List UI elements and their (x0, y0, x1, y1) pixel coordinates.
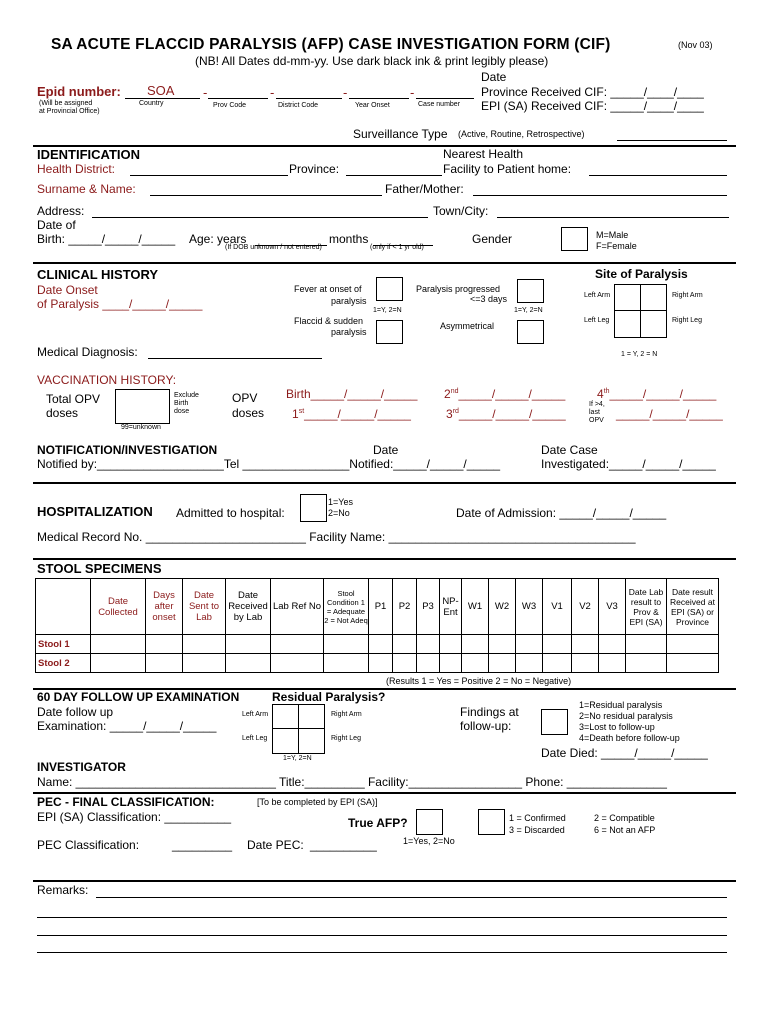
father-label: Father/Mother: (385, 182, 464, 196)
section-divider (33, 558, 736, 560)
date-case-label: Date Case (541, 443, 598, 457)
stool-cell[interactable] (226, 654, 271, 673)
stool-cell[interactable] (271, 654, 324, 673)
onset-paralysis-field[interactable]: of Paralysis ____/_____/_____ (37, 297, 203, 311)
findings-label-1: Findings at (460, 705, 519, 719)
exclude-2: Birth (174, 400, 189, 407)
section-divider (33, 880, 736, 882)
exclude-3: dose (174, 408, 190, 415)
pec-classification-field[interactable]: _________ (172, 838, 233, 852)
first-dose-field[interactable]: 1st_____/_____/_____ (292, 407, 411, 421)
epid-dash: - (203, 85, 208, 100)
total-opv-box[interactable] (115, 389, 170, 424)
facility-label: Facility to Patient home: (443, 162, 572, 176)
dob-note: (If DOB unknown / not entered) (225, 244, 322, 251)
remarks-label: Remarks: (37, 883, 89, 897)
investigator-heading: INVESTIGATOR (37, 760, 126, 774)
stool-header-cell: V2 (572, 579, 599, 635)
section-divider (33, 792, 736, 794)
epid-case-line[interactable] (416, 98, 474, 99)
unknown-note: 99=unknown (121, 424, 161, 431)
findings-opt-3: 3=Lost to follow-up (579, 722, 655, 732)
pec-opt-3: 3 = Discarded (509, 825, 565, 835)
father-line[interactable] (473, 195, 727, 196)
stool-cell[interactable] (393, 654, 417, 673)
stool-cell[interactable] (543, 635, 572, 654)
stool-header-cell: P2 (393, 579, 417, 635)
followup-left-leg: Left Leg (242, 735, 268, 742)
stool-cell[interactable] (324, 635, 369, 654)
asymmetrical-label: Asymmetrical (440, 321, 495, 331)
stool-cell[interactable] (516, 654, 543, 673)
progressed-label-1: Paralysis progressed (416, 284, 501, 294)
stool-header-cell: Stool Condition 1 = Adequate 2 = Not Adeq (324, 579, 369, 635)
asymmetrical-box[interactable] (517, 320, 544, 344)
total-opv-label: Total OPV (46, 392, 101, 406)
stool-header-cell: P1 (369, 579, 393, 635)
province-line[interactable] (346, 175, 442, 176)
stool-cell[interactable] (183, 654, 226, 673)
stool-row-label: Stool 1 (36, 635, 91, 654)
notified-by-field[interactable]: Notified by:___________________Tel ________________Notified:_____/_____/_____ (37, 457, 501, 471)
stool-cell[interactable] (489, 635, 516, 654)
stool-header-cell: Date result Received at EPI (SA) or Province (667, 579, 719, 635)
fourth-dose-field[interactable]: 4th_____/_____/_____ (597, 387, 717, 401)
epid-sub-case: Case number (418, 101, 461, 108)
medical-diagnosis-line[interactable] (148, 358, 322, 359)
stool-cell[interactable] (417, 635, 440, 654)
second-dose-field[interactable]: 2nd_____/_____/_____ (444, 387, 566, 401)
stool-cell[interactable] (626, 635, 667, 654)
stool-header-cell: Lab Ref No (271, 579, 324, 635)
site-left-arm: Left Arm (584, 292, 611, 299)
followup-left-arm: Left Arm (242, 711, 269, 718)
stool-header-cell: V3 (599, 579, 626, 635)
epi-classification-field[interactable]: EPI (SA) Classification: __________ (37, 810, 232, 824)
stool-cell[interactable] (369, 635, 393, 654)
flaccid-box[interactable] (376, 320, 403, 344)
epid-country-value: SOA (147, 83, 175, 98)
progressed-label-2: <=3 days (470, 294, 508, 304)
epid-district-line[interactable] (276, 98, 342, 99)
health-district-line[interactable] (130, 175, 288, 176)
epi-received[interactable]: EPI (SA) Received CIF: _____/____/____ (481, 99, 704, 113)
date-pec-label: Date PEC: (247, 838, 304, 852)
stool-cell[interactable] (91, 654, 146, 673)
stool-table (35, 578, 719, 673)
epid-sub-prov: Prov Code (213, 102, 247, 109)
epid-note-2: at Provincial Office) (39, 108, 100, 115)
admitted-yes: 1=Yes (328, 497, 353, 507)
town-line[interactable] (497, 217, 729, 218)
date-of-label: Date of (37, 218, 76, 232)
months-label: months (329, 232, 369, 246)
third-dose-field[interactable]: 3rd_____/_____/_____ (446, 407, 566, 421)
vaccination-heading: VACCINATION HISTORY: (37, 373, 177, 387)
surname-line[interactable] (150, 195, 382, 196)
true-afp-label: True AFP? (348, 816, 408, 830)
progressed-yn: 1=Y, 2=N (514, 307, 543, 314)
stool-header-cell: Date Received by Lab (226, 579, 271, 635)
surveillance-options: (Active, Routine, Retrospective) (458, 129, 585, 139)
age-years-label: Age: years (189, 232, 247, 246)
stool-cell[interactable] (440, 654, 462, 673)
stool-cell[interactable] (393, 635, 417, 654)
address-label: Address: (37, 204, 85, 218)
stool-row-label: Stool 2 (36, 654, 91, 673)
stool-cell[interactable] (462, 654, 489, 673)
residual-heading: Residual Paralysis? (272, 690, 386, 704)
doses-label: doses (46, 406, 79, 420)
months-note: (only if < 1 yr old) (370, 244, 424, 251)
gender-box[interactable] (561, 227, 588, 251)
remarks-line[interactable] (37, 952, 727, 953)
site-right-arm: Right Arm (672, 292, 703, 299)
stool-header-cell: P3 (417, 579, 440, 635)
true-afp-box[interactable] (416, 809, 443, 835)
stool-cell[interactable] (572, 654, 599, 673)
identification-heading: IDENTIFICATION (37, 147, 141, 162)
stool-cell[interactable] (324, 654, 369, 673)
followup-right-leg: Right Leg (331, 735, 361, 742)
stool-cell[interactable] (440, 635, 462, 654)
stool-cell[interactable] (543, 654, 572, 673)
pec-opt-6: 6 = Not an AFP (594, 825, 656, 835)
province-label: Province: (289, 162, 340, 176)
stool-cell[interactable] (599, 635, 626, 654)
stool-cell[interactable] (417, 654, 440, 673)
stool-cell[interactable] (489, 654, 516, 673)
stool-cell[interactable] (369, 654, 393, 673)
admitted-label: Admitted to hospital: (176, 506, 285, 520)
if4-2: last (589, 409, 600, 416)
epid-sub-district: District Code (278, 102, 319, 109)
form-title: SA ACUTE FLACCID PARALYSIS (AFP) CASE INVESTIGATION FORM (CIF) (51, 36, 611, 53)
investigator-field[interactable]: Name: ______________________________ Title:_________ Facility:_________________ Phone: _______________ (37, 775, 667, 789)
last-opv-field[interactable]: _____/_____/_____ (616, 407, 723, 421)
opv-label: OPV (232, 391, 258, 405)
epid-dash: - (410, 85, 415, 100)
surveillance-line[interactable] (617, 140, 727, 141)
stool-header-cell: V1 (543, 579, 572, 635)
date-follow-label: Date follow up (37, 705, 114, 719)
followup-heading: 60 DAY FOLLOW UP EXAMINATION (37, 690, 240, 704)
stool-header-cell: Date Sent to Lab (183, 579, 226, 635)
gender-female: F=Female (596, 241, 637, 251)
stool-cell[interactable] (183, 635, 226, 654)
flaccid-label-2: paralysis (331, 327, 367, 337)
findings-box[interactable] (541, 709, 568, 735)
record-no-field[interactable]: Medical Record No. ________________________ Facility Name: _____________________________________ (37, 530, 636, 544)
findings-opt-4: 4=Death before follow-up (579, 733, 680, 743)
stool-cell[interactable] (599, 654, 626, 673)
stool-corner-cell (36, 579, 91, 635)
results-note: (Results 1 = Yes = Positive 2 = No = Negative) (386, 676, 572, 686)
site-heading: Site of Paralysis (595, 267, 688, 281)
address-line[interactable] (92, 217, 428, 218)
section-divider (33, 262, 736, 264)
stool-heading: STOOL SPECIMENS (37, 561, 162, 576)
site-yn: 1 = Y, 2 = N (621, 351, 658, 358)
gender-male: M=Male (596, 230, 629, 240)
pec-classification-label: PEC Classification: (37, 838, 140, 852)
site-right-leg: Right Leg (672, 317, 702, 324)
pec-note: [To be completed by EPI (SA)] (257, 797, 378, 807)
flaccid-label-1: Flaccid & sudden (294, 316, 364, 326)
form-version: (Nov 03) (678, 40, 713, 50)
epid-sub-country: Country (139, 100, 164, 107)
section-divider (33, 482, 736, 484)
if4-3: OPV (589, 417, 604, 424)
stool-cell[interactable] (146, 635, 183, 654)
fever-label-1: Fever at onset of (294, 284, 362, 294)
epid-sub-year: Year Onset (355, 102, 390, 109)
birth-dose-field[interactable]: Birth_____/_____/_____ (286, 387, 418, 401)
followup-right-arm: Right Arm (331, 711, 362, 718)
epid-dash: - (270, 85, 275, 100)
stool-header-cell: W2 (489, 579, 516, 635)
stool-header-cell: Days after onset (146, 579, 183, 635)
admitted-box[interactable] (300, 494, 327, 522)
true-afp-yn: 1=Yes, 2=No (403, 836, 455, 846)
stool-cell[interactable] (667, 654, 719, 673)
epid-country-line[interactable] (125, 98, 200, 99)
stool-header-cell: W3 (516, 579, 543, 635)
pec-opt-1: 1 = Confirmed (509, 813, 566, 823)
epid-label: Epid number: (37, 84, 121, 99)
date-died-field[interactable]: Date Died: _____/_____/_____ (541, 746, 708, 760)
surveillance-label: Surveillance Type (353, 127, 448, 141)
stool-cell[interactable] (91, 635, 146, 654)
fever-label-2: paralysis (331, 296, 367, 306)
stool-cell[interactable] (146, 654, 183, 673)
surname-label: Surname & Name: (37, 182, 136, 196)
investigated-field[interactable]: Investigated:_____/_____/_____ (541, 457, 716, 471)
hospitalization-heading: HOSPITALIZATION (37, 504, 153, 519)
site-paralysis-grid[interactable] (614, 284, 667, 338)
medical-diagnosis-label: Medical Diagnosis: (37, 345, 138, 359)
remarks-line[interactable] (37, 917, 727, 918)
stool-cell[interactable] (626, 654, 667, 673)
exclude-1: Exclude (174, 392, 199, 399)
health-district-label: Health District: (37, 162, 116, 176)
province-received[interactable]: Province Received CIF: _____/____/____ (481, 85, 704, 99)
if4-1: If >4, (589, 401, 605, 408)
epid-note-1: (Will be assigned (39, 100, 93, 107)
epid-dash: - (343, 85, 348, 100)
pec-class-box[interactable] (478, 809, 505, 835)
epid-prov-line[interactable] (208, 98, 268, 99)
stool-header-cell: W1 (462, 579, 489, 635)
clinical-heading: CLINICAL HISTORY (37, 267, 159, 282)
fever-box[interactable] (376, 277, 403, 301)
admitted-no: 2=No (328, 508, 350, 518)
date-admission-field[interactable]: Date of Admission: _____/_____/_____ (456, 506, 667, 520)
town-label: Town/City: (433, 204, 489, 218)
stool-header-cell: Date Collected (91, 579, 146, 635)
opv-doses-label: doses (232, 406, 265, 420)
stool-cell[interactable] (667, 635, 719, 654)
epid-year-line[interactable] (349, 98, 409, 99)
table-row (36, 654, 719, 673)
followup-paralysis-grid[interactable] (272, 704, 325, 754)
date-onset-label: Date Onset (37, 283, 98, 297)
notification-heading: NOTIFICATION/INVESTIGATION (37, 443, 218, 457)
pec-opt-2: 2 = Compatible (594, 813, 655, 823)
stool-header-cell: Date Lab result to Prov & EPI (SA) (626, 579, 667, 635)
site-left-leg: Left Leg (584, 317, 610, 324)
findings-opt-2: 2=No residual paralysis (579, 711, 673, 721)
gender-label: Gender (472, 232, 513, 246)
notified-date-label: Date (373, 443, 399, 457)
facility-line[interactable] (589, 175, 727, 176)
epid-date-label: Date (481, 70, 507, 84)
followup-yn: 1=Y, 2=N (283, 755, 312, 762)
stool-cell[interactable] (572, 635, 599, 654)
findings-opt-1: 1=Residual paralysis (579, 700, 663, 710)
pec-heading: PEC - FINAL CLASSIFICATION: (37, 795, 215, 809)
findings-label-2: follow-up: (460, 719, 512, 733)
fever-yn: 1=Y, 2=N (373, 307, 402, 314)
nearest-health: Nearest Health (443, 147, 524, 161)
table-row (36, 635, 719, 654)
remarks-line[interactable] (96, 897, 727, 898)
progressed-box[interactable] (517, 279, 544, 303)
date-pec-field[interactable]: __________ (310, 838, 377, 852)
stool-cell[interactable] (462, 635, 489, 654)
birth-date-field[interactable]: Birth: _____/_____/_____ (37, 232, 176, 246)
stool-header-cell: NP-Ent (440, 579, 462, 635)
stool-cell[interactable] (226, 635, 271, 654)
stool-cell[interactable] (516, 635, 543, 654)
stool-cell[interactable] (271, 635, 324, 654)
form-note: (NB! All Dates dd-mm-yy. Use dark black ink & print legibly please) (195, 54, 549, 68)
examination-field[interactable]: Examination: _____/_____/_____ (37, 719, 217, 733)
remarks-line[interactable] (37, 935, 727, 936)
